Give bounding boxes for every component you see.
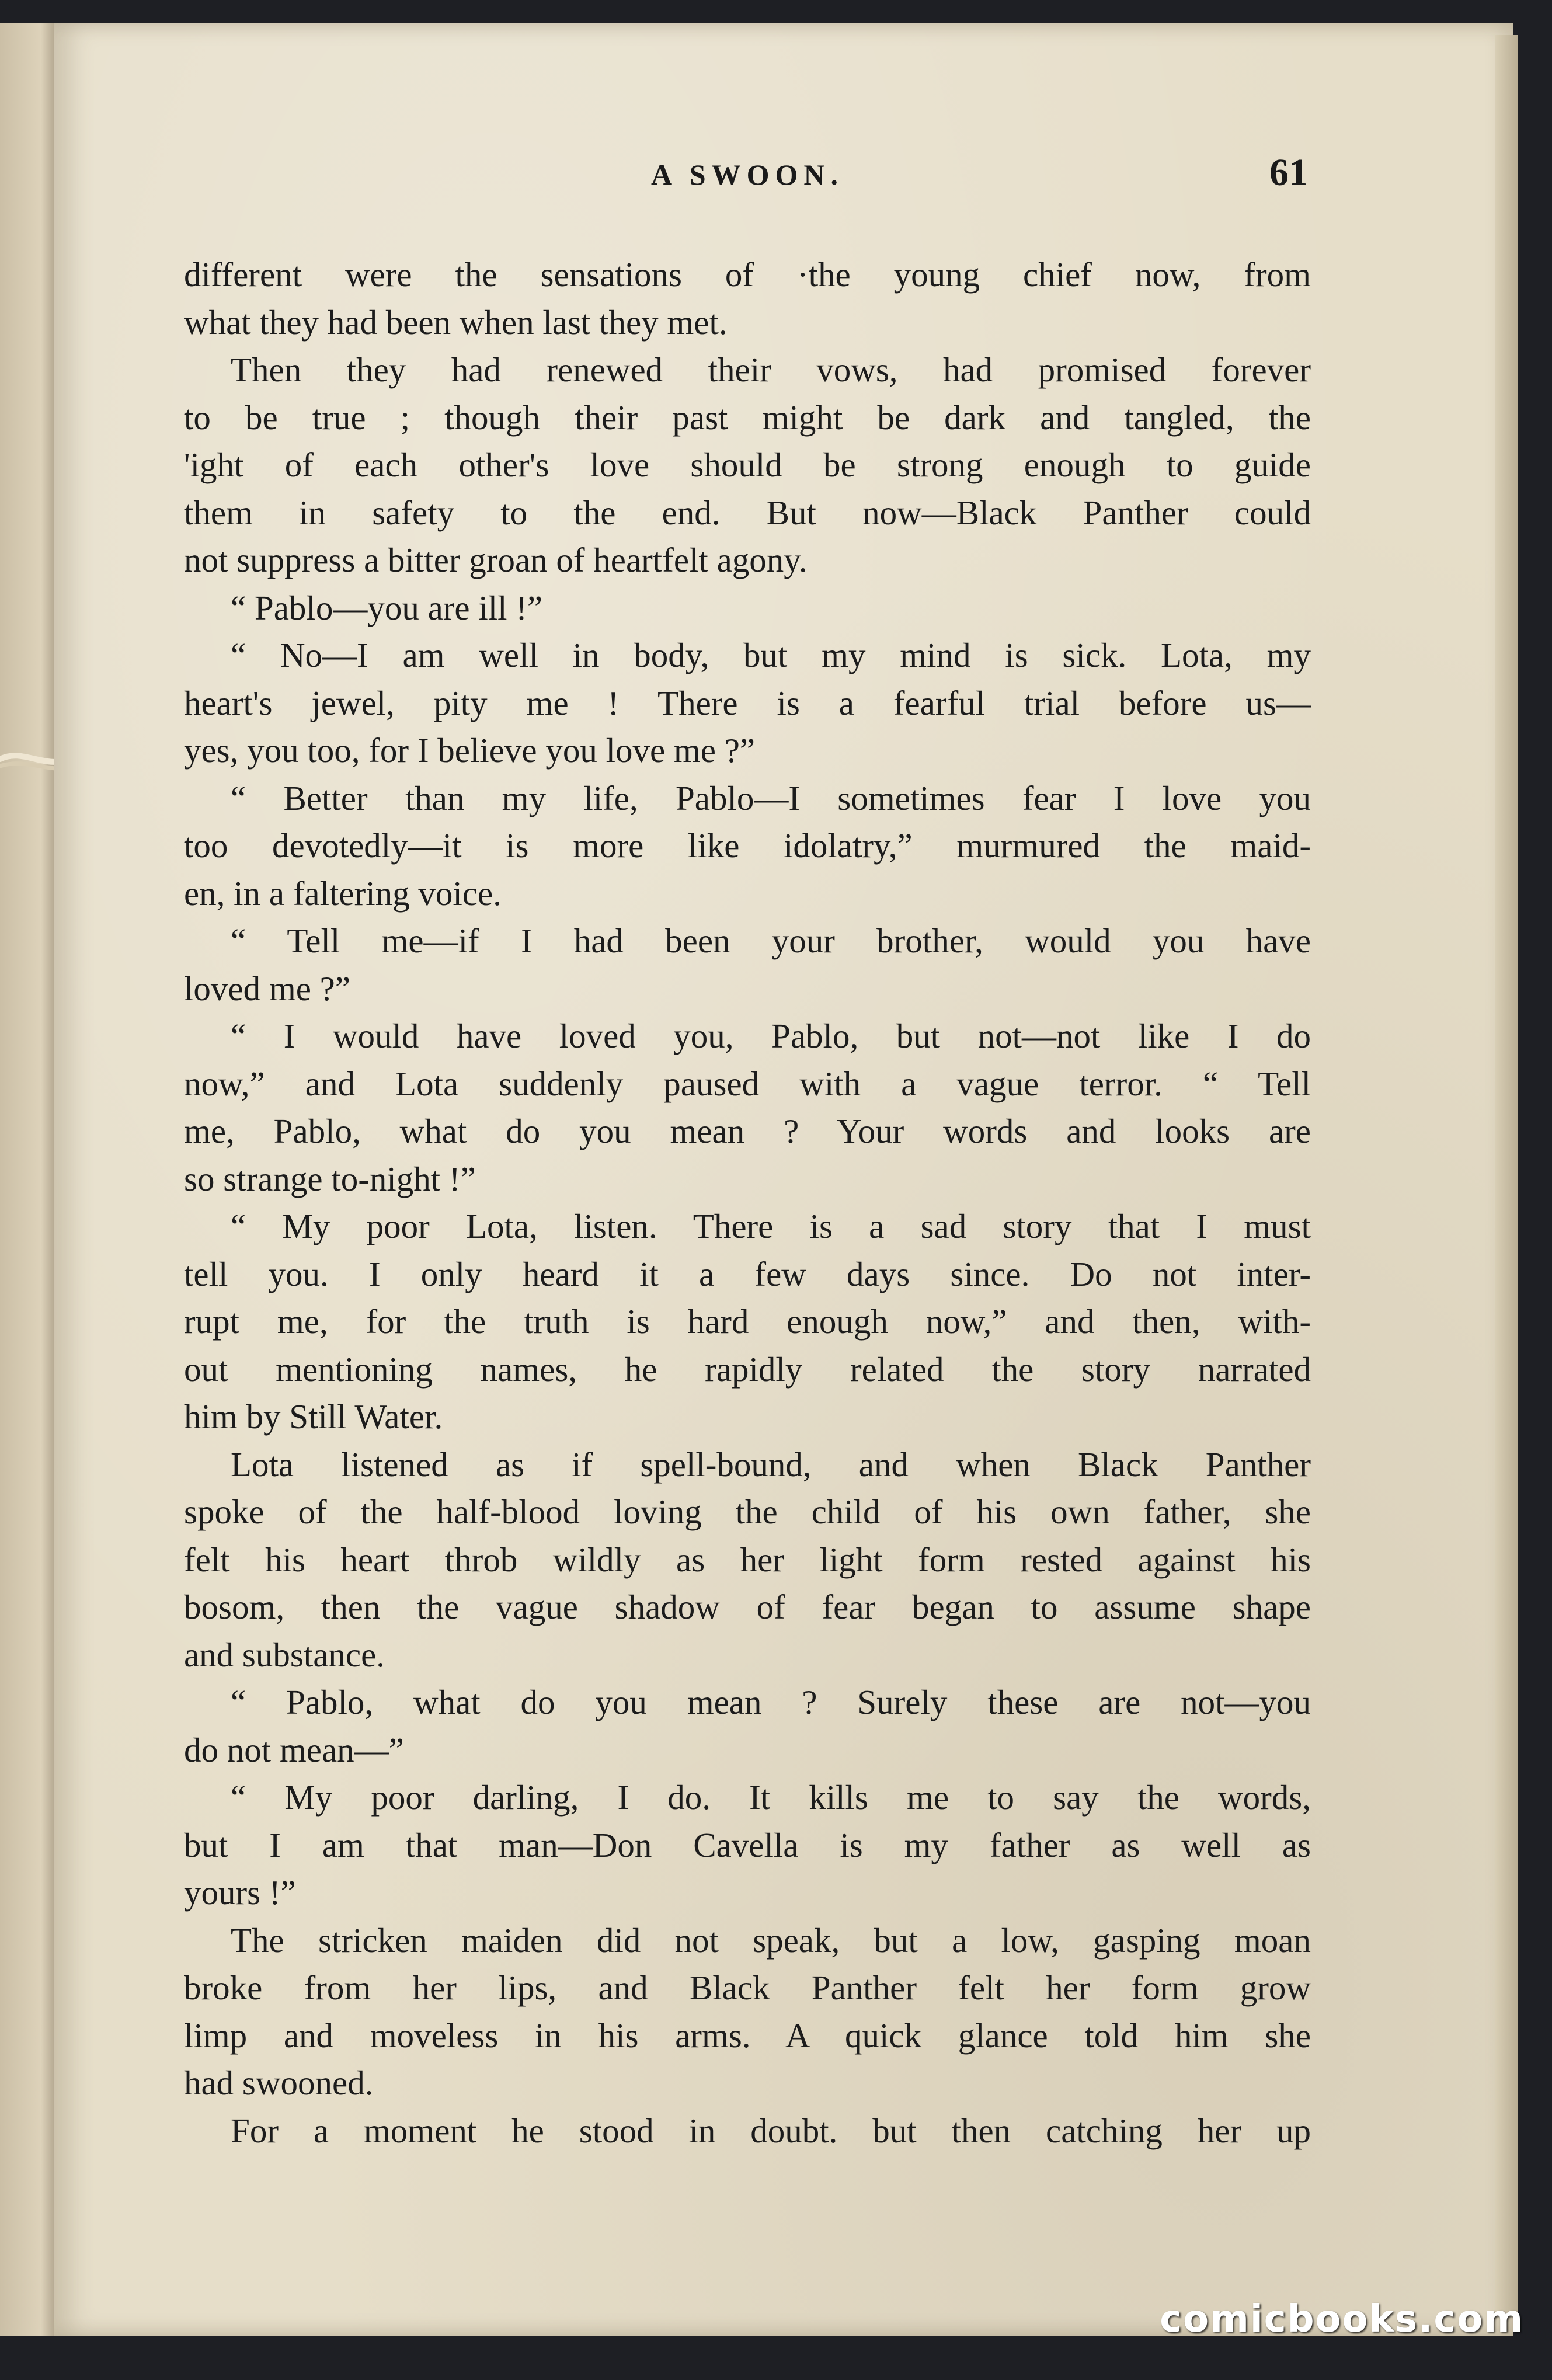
text-line: to be true ; though their past might be dark and tangled, the	[184, 398, 1311, 437]
text-line: had swooned.	[184, 2064, 374, 2102]
text-line: him by Still Water.	[184, 1397, 443, 1436]
text-line: Then they had renewed their vows, had promised forever	[231, 350, 1311, 389]
watermark: comicbooks.com	[1160, 2298, 1524, 2341]
text-line: “ My poor Lota, listen. There is a sad story that I must	[231, 1207, 1311, 1245]
text-line: limp and moveless in his arms. A quick glance told him she	[184, 2016, 1311, 2055]
text-line: and substance.	[184, 1635, 385, 1674]
text-line: now,” and Lota suddenly paused with a vague terror. “ Tell	[184, 1064, 1311, 1103]
text-line: 'ight of each other's love should be strong enough to guide	[184, 446, 1311, 484]
facing-page-edge	[0, 23, 58, 2336]
text-line: spoke of the half-blood loving the child of his own father, she	[184, 1492, 1311, 1531]
page-number: 61	[1269, 151, 1308, 194]
text-line: “ No—I am well in body, but my mind is sick. Lota, my	[231, 636, 1311, 674]
text-line: different were the sensations of ·the young chief now, from	[184, 255, 1311, 294]
text-line: yes, you too, for I believe you love me ?”	[184, 731, 756, 770]
text-line: broke from her lips, and Black Panther felt her form grow	[184, 1968, 1311, 2007]
text-line: what they had been when last they met.	[184, 302, 728, 342]
text-line: For a moment he stood in doubt. but then catching her up	[231, 2111, 1311, 2150]
text-line: them in safety to the end. But now—Black Panther could	[184, 493, 1311, 532]
running-head: A SWOON.	[650, 158, 844, 191]
text-line: tell you. I only heard it a few days since. Do not inter-	[184, 1254, 1311, 1293]
text-line: heart's jewel, pity me ! There is a fearful trial before us—	[184, 683, 1311, 722]
text-line: “ Pablo—you are ill !”	[231, 588, 543, 627]
text-line: “ I would have loved you, Pablo, but not—not like I do	[231, 1017, 1311, 1055]
text-line: “ Pablo, what do you mean ? Surely these are not—you	[231, 1683, 1311, 1721]
text-line: but I am that man—Don Cavella is my father as well as	[184, 1825, 1311, 1864]
text-line: bosom, then the vague shadow of fear began to assume shape	[184, 1588, 1311, 1626]
text-line: en, in a faltering voice.	[184, 874, 502, 913]
text-line: felt his heart throb wildly as her light form rested against his	[184, 1540, 1311, 1579]
text-line: yours !”	[184, 1873, 296, 1912]
text-line: “ My poor darling, I do. It kills me to say the words,	[231, 1778, 1311, 1817]
text-line: me, Pablo, what do you mean ? Your words and looks are	[184, 1112, 1311, 1150]
text-line: not suppress a bitter groan of heartfelt agony.	[184, 541, 808, 579]
text-line: “ Tell me—if I had been your brother, would you have	[231, 921, 1311, 960]
text-line: Lota listened as if spell-bound, and when Black Panther	[231, 1445, 1311, 1484]
text-line: out mentioning names, he rapidly related the story narrated	[184, 1349, 1311, 1389]
text-line: rupt me, for the truth is hard enough now,” and then, with-	[184, 1302, 1311, 1341]
text-line: “ Better than my life, Pablo—I sometimes fear I love you	[231, 778, 1311, 817]
text-line: too devotedly—it is more like idolatry,” murmured the maid-	[184, 826, 1311, 865]
text-line: so strange to-night !”	[184, 1159, 476, 1198]
page-edge-shadow	[1495, 35, 1518, 2312]
text-line: do not mean—”	[184, 1730, 404, 1769]
text-line: The stricken maiden did not speak, but a low, gasping moan	[231, 1920, 1311, 1960]
body-text	[184, 251, 1311, 2155]
text-line: loved me ?”	[184, 969, 351, 1008]
